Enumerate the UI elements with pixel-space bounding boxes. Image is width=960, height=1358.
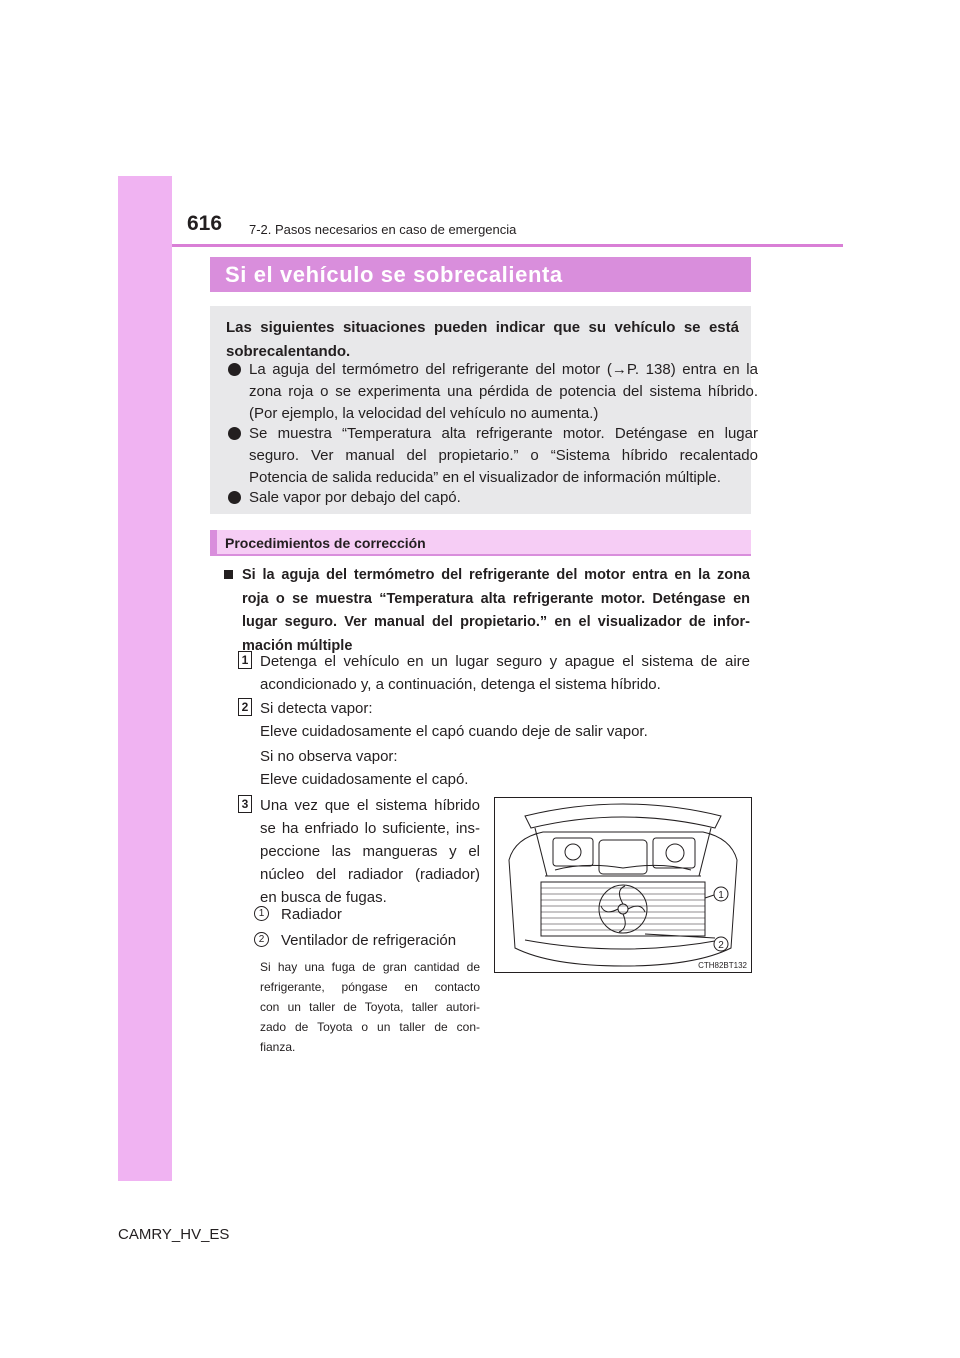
section-title: 7-2. Pasos necesarios en caso de emergencia bbox=[249, 222, 517, 237]
step-text-extra bbox=[260, 745, 750, 791]
step-text bbox=[260, 794, 480, 909]
info-intro bbox=[226, 316, 739, 364]
condition-line: Si la aguja del termómetro del refrigerante del motor entra en la zona bbox=[242, 567, 750, 583]
step-line: en busca de fugas. bbox=[260, 889, 387, 906]
legend-label: Radiador bbox=[281, 906, 342, 923]
bullet-line: Sale vapor por debajo del capó. bbox=[249, 489, 461, 506]
bullet-text bbox=[249, 359, 758, 425]
note-line: con un taller de Toyota, taller autori- bbox=[260, 1000, 480, 1014]
step-line: Detenga el vehículo en un lugar seguro y apague el sistema de aire bbox=[260, 653, 750, 670]
step-text bbox=[260, 650, 750, 696]
note-line: refrigerante, póngase en contacto bbox=[260, 980, 480, 994]
step-line: Eleve cuidadosamente el capó cuando deje de salir vapor. bbox=[260, 723, 648, 740]
step-line: peccione las mangueras y el bbox=[260, 843, 480, 860]
bullet-line: Se muestra “Temperatura alta refrigerante motor. Deténgase en lugar bbox=[249, 425, 758, 442]
step-line: se ha enfriado lo suficiente, ins- bbox=[260, 820, 480, 837]
engine-bay-drawing bbox=[495, 798, 751, 972]
figure-code: CTH82BT132 bbox=[698, 961, 747, 970]
subheading-bar bbox=[210, 530, 751, 556]
bullet-line: Potencia de salida reducida” en el visualizador de información múltiple. bbox=[249, 469, 721, 486]
legend-number-badge: 1 bbox=[254, 906, 269, 921]
condition-line: mación múltiple bbox=[242, 637, 353, 654]
bullet-dot bbox=[228, 427, 241, 440]
bullet-text bbox=[249, 423, 758, 489]
header-rule bbox=[172, 244, 843, 247]
callout-label: 1 bbox=[718, 890, 724, 901]
condition-line: roja o se muestra “Temperatura alta refrigerante motor. Deténgase en bbox=[242, 590, 750, 607]
square-bullet-icon bbox=[224, 570, 233, 579]
info-intro-line: sobrecalentando. bbox=[226, 343, 351, 360]
warning-signs-box bbox=[210, 306, 758, 514]
legend-label: Ventilador de refrigeración bbox=[281, 932, 457, 949]
condition-text bbox=[242, 564, 750, 658]
page-title-bar bbox=[210, 257, 751, 292]
bullet-line: La aguja del termómetro del refrigerante del motor (→P. 138) entra en la bbox=[249, 361, 758, 378]
note-line: fianza. bbox=[260, 1040, 296, 1054]
bullet-line: seguro. Ver manual del propietario.” o “Sistema híbrido recalentado bbox=[249, 447, 758, 464]
step-line: Si no observa vapor: bbox=[260, 748, 398, 765]
step-line: Si detecta vapor: bbox=[260, 700, 373, 717]
footer-model-code: CAMRY_HV_ES bbox=[118, 1226, 230, 1243]
bullet-line: (Por ejemplo, la velocidad del vehículo no aumenta.) bbox=[249, 405, 599, 422]
bullet-text bbox=[249, 487, 758, 509]
note-line: Si hay una fuga de gran cantidad de bbox=[260, 960, 480, 974]
subheading: Procedimientos de corrección bbox=[225, 535, 426, 551]
info-intro-line: Las siguientes situaciones pueden indicar que su vehículo se está bbox=[226, 319, 739, 336]
legend-number-badge: 2 bbox=[254, 932, 269, 947]
callout-label: 2 bbox=[718, 940, 724, 951]
bullet-line: zona roja o se experimenta una pérdida de potencia del sistema híbrido. bbox=[249, 383, 758, 400]
page-number: 616 bbox=[187, 212, 223, 235]
step-line: Eleve cuidadosamente el capó. bbox=[260, 771, 469, 788]
step-line: Una vez que el sistema híbrido bbox=[260, 797, 480, 814]
subheading-accent bbox=[210, 530, 217, 556]
step-line: acondicionado y, a continuación, detenga el sistema híbrido. bbox=[260, 676, 661, 693]
step-line: núcleo del radiador (radiador) bbox=[260, 866, 480, 883]
engine-bay-illustration bbox=[494, 797, 752, 973]
condition-line: lugar seguro. Ver manual del propietario.” en el visualizador de infor- bbox=[242, 614, 750, 630]
note-text bbox=[260, 957, 480, 1057]
step-number-badge: 1 bbox=[238, 651, 252, 669]
note-line: zado de Toyota o un taller de con- bbox=[260, 1020, 480, 1034]
bullet-dot bbox=[228, 491, 241, 504]
bullet-dot bbox=[228, 363, 241, 376]
step-number-badge: 2 bbox=[238, 698, 252, 716]
side-tab-bar bbox=[118, 176, 172, 1181]
page-title: Si el vehículo se sobrecalienta bbox=[225, 262, 563, 287]
step-text bbox=[260, 697, 750, 743]
step-number-badge: 3 bbox=[238, 795, 252, 813]
